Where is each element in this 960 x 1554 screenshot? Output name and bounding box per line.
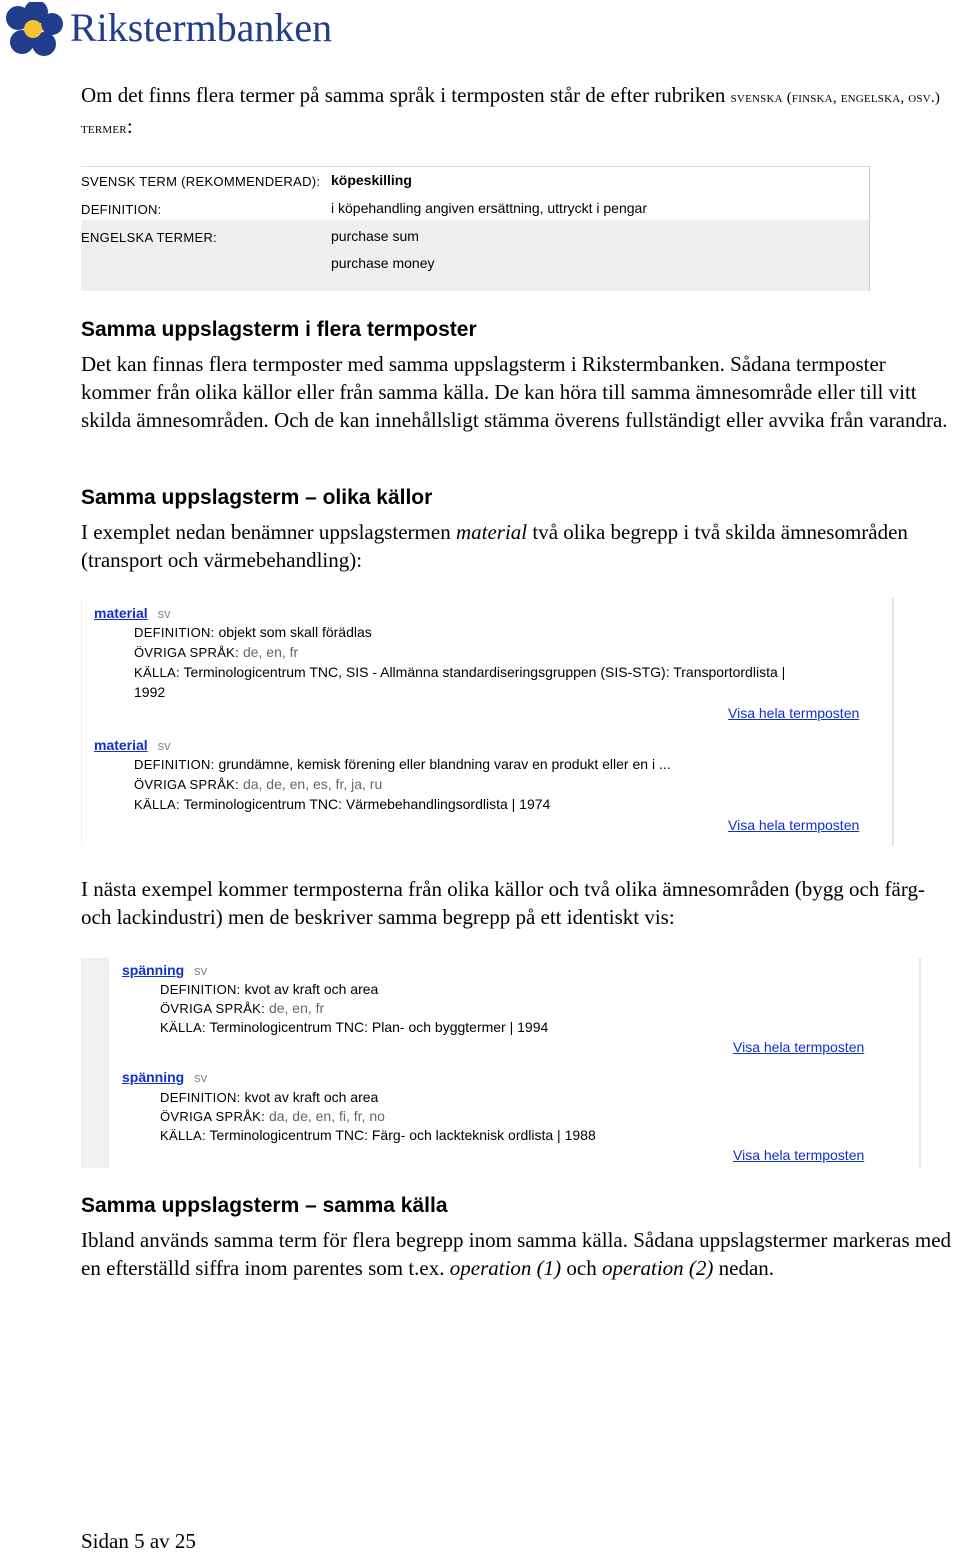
field-label: ÖVRIGA SPRÅK: [134, 645, 240, 660]
field-value: da, de, en, es, fr, ja, ru [242, 776, 383, 792]
section-different-sources [81, 484, 951, 574]
intro-paragraph [81, 81, 941, 143]
show-full-entry-link[interactable] [728, 817, 859, 833]
lang-code: sv [194, 963, 208, 978]
section-identical-concept: I nästa exempel kommer termposterna från olika källor och två olika ämnesområden (bygg och färg- och lackindustri) men de beskriver samma begrepp på ett identiskt vis: [81, 877, 925, 929]
field-value: Terminologicentrum TNC, SIS - Allmänna standardiseringsgruppen (SIS-STG): Transportordlista | [183, 664, 786, 680]
result-definition [160, 981, 378, 997]
emphasis-term: material [455, 520, 528, 544]
spanning-results-screenshot [81, 958, 921, 1168]
section-heading: Samma uppslagsterm i flera termposter [81, 318, 477, 341]
term-table-screenshot [81, 166, 870, 291]
field-label: DEFINITION: [160, 982, 241, 997]
section-heading: Samma uppslagsterm – olika källor [81, 486, 433, 509]
emphasis-term: operation (2) [602, 1256, 714, 1280]
result-other-languages [160, 1000, 324, 1016]
text-run: Ibland används samma term för flera begrepp inom samma källa. Sådana uppslagstermer markeras med en efterställd siffra inom parentes som t.ex. [81, 1228, 952, 1280]
material-results-screenshot [81, 598, 894, 846]
field-label: ÖVRIGA SPRÅK: [160, 1001, 266, 1016]
link-text[interactable]: Visa hela termposten [733, 1039, 865, 1055]
field-label: DEFINITION: [134, 625, 215, 640]
result-term [94, 737, 171, 753]
field-value: Terminologicentrum TNC: Färg- och lackteknisk ordlista | 1988 [209, 1127, 596, 1143]
show-full-entry-link[interactable] [728, 705, 859, 721]
result-source-year: 1992 [134, 684, 166, 700]
row-label: SVENSK TERM (REKOMMENDERAD): [81, 174, 321, 189]
lang-code: sv [157, 738, 171, 753]
section-paragraph [81, 1226, 957, 1282]
field-value: Terminologicentrum TNC: Värmebehandlingsordlista | 1974 [183, 796, 551, 812]
field-value: kvot av kraft och area [244, 1089, 379, 1105]
emphasis-term: operation (1) [449, 1256, 562, 1280]
section-multiple-entries [81, 316, 951, 434]
row-definition [81, 201, 162, 217]
row-swedish-term [81, 173, 320, 189]
result-source [134, 664, 785, 680]
field-value: kvot av kraft och area [244, 981, 379, 997]
definition-value: i köpehandling angiven ersättning, uttryckt i pengar [331, 200, 647, 216]
result-source [160, 1127, 596, 1143]
field-label: DEFINITION: [160, 1090, 241, 1105]
lang-code: sv [157, 606, 171, 621]
text-run: och [561, 1256, 602, 1280]
flower-logo-icon [4, 2, 66, 60]
field-value: objekt som skall förädlas [218, 624, 372, 640]
field-value: grundämne, kemisk förening eller blandning varav en produkt eller en i ... [218, 756, 671, 772]
english-term-value: purchase money [331, 255, 435, 271]
show-full-entry-link[interactable] [733, 1039, 864, 1055]
text-run: två olika begrepp i två skilda ämnesområden (transport och värmebehandling): [81, 520, 908, 572]
lang-code: sv [194, 1070, 208, 1085]
term-link[interactable]: material [94, 605, 148, 621]
field-value: de, en, fr [268, 1000, 325, 1016]
show-full-entry-link[interactable] [733, 1147, 864, 1163]
section-paragraph [81, 518, 951, 574]
result-source [134, 796, 550, 812]
field-label: DEFINITION: [134, 757, 215, 772]
section-heading: Samma uppslagsterm – samma källa [81, 1194, 448, 1217]
field-label: KÄLLA: [134, 665, 180, 680]
term-link[interactable]: spänning [122, 962, 185, 978]
row-label: DEFINITION: [81, 202, 162, 217]
field-value: Terminologicentrum TNC: Plan- och byggtermer | 1994 [209, 1019, 549, 1035]
result-term [122, 962, 207, 978]
result-other-languages [134, 776, 382, 792]
link-text[interactable]: Visa hela termposten [728, 817, 860, 833]
brand-name: Rikstermbanken [70, 5, 333, 50]
row-english-terms [81, 229, 217, 245]
intro-end: : [126, 114, 133, 138]
field-label: ÖVRIGA SPRÅK: [134, 777, 240, 792]
text-run: nedan. [713, 1256, 775, 1280]
text-run: I exemplet nedan benämner uppslagstermen [81, 520, 456, 544]
link-text[interactable]: Visa hela termposten [733, 1147, 865, 1163]
intro-text: Om det finns flera termer på samma språk i termposten står de efter rubriken [81, 83, 731, 107]
result-source [160, 1019, 548, 1035]
english-term-value: purchase sum [331, 228, 419, 244]
result-term [122, 1069, 207, 1085]
result-other-languages [160, 1108, 385, 1124]
section-paragraph: Det kan finnas flera termposter med samma uppslagsterm i Rikstermbanken. Sådana termposter kommer från olika källor eller från samma källa. De kan höra till samma ämnesområde eller till vitt skilda ämnesområden. Och de kan innehållsligt stämma överens fullständigt eller avvika från varandra. [81, 352, 948, 432]
result-other-languages [134, 644, 298, 660]
field-label: KÄLLA: [160, 1128, 206, 1143]
row-label: ENGELSKA TERMER: [81, 230, 218, 245]
intro-smallcaps: svenska (finska, engelska, osv.) termer [81, 90, 941, 137]
field-label: KÄLLA: [134, 797, 180, 812]
result-term [94, 605, 171, 621]
swedish-term-value: köpeskilling [331, 172, 412, 188]
field-value: da, de, en, fi, fr, no [268, 1108, 385, 1124]
section-same-source [81, 1192, 957, 1282]
result-definition [160, 1089, 378, 1105]
logo [4, 2, 333, 60]
result-definition [134, 756, 671, 772]
link-text[interactable]: Visa hela termposten [728, 705, 860, 721]
page-number: Sidan 5 av 25 [81, 1529, 196, 1553]
term-link[interactable]: material [94, 737, 148, 753]
field-label: KÄLLA: [160, 1020, 206, 1035]
result-definition [134, 624, 372, 640]
term-link[interactable]: spänning [122, 1069, 185, 1085]
field-value: de, en, fr [242, 644, 299, 660]
field-label: ÖVRIGA SPRÅK: [160, 1109, 266, 1124]
